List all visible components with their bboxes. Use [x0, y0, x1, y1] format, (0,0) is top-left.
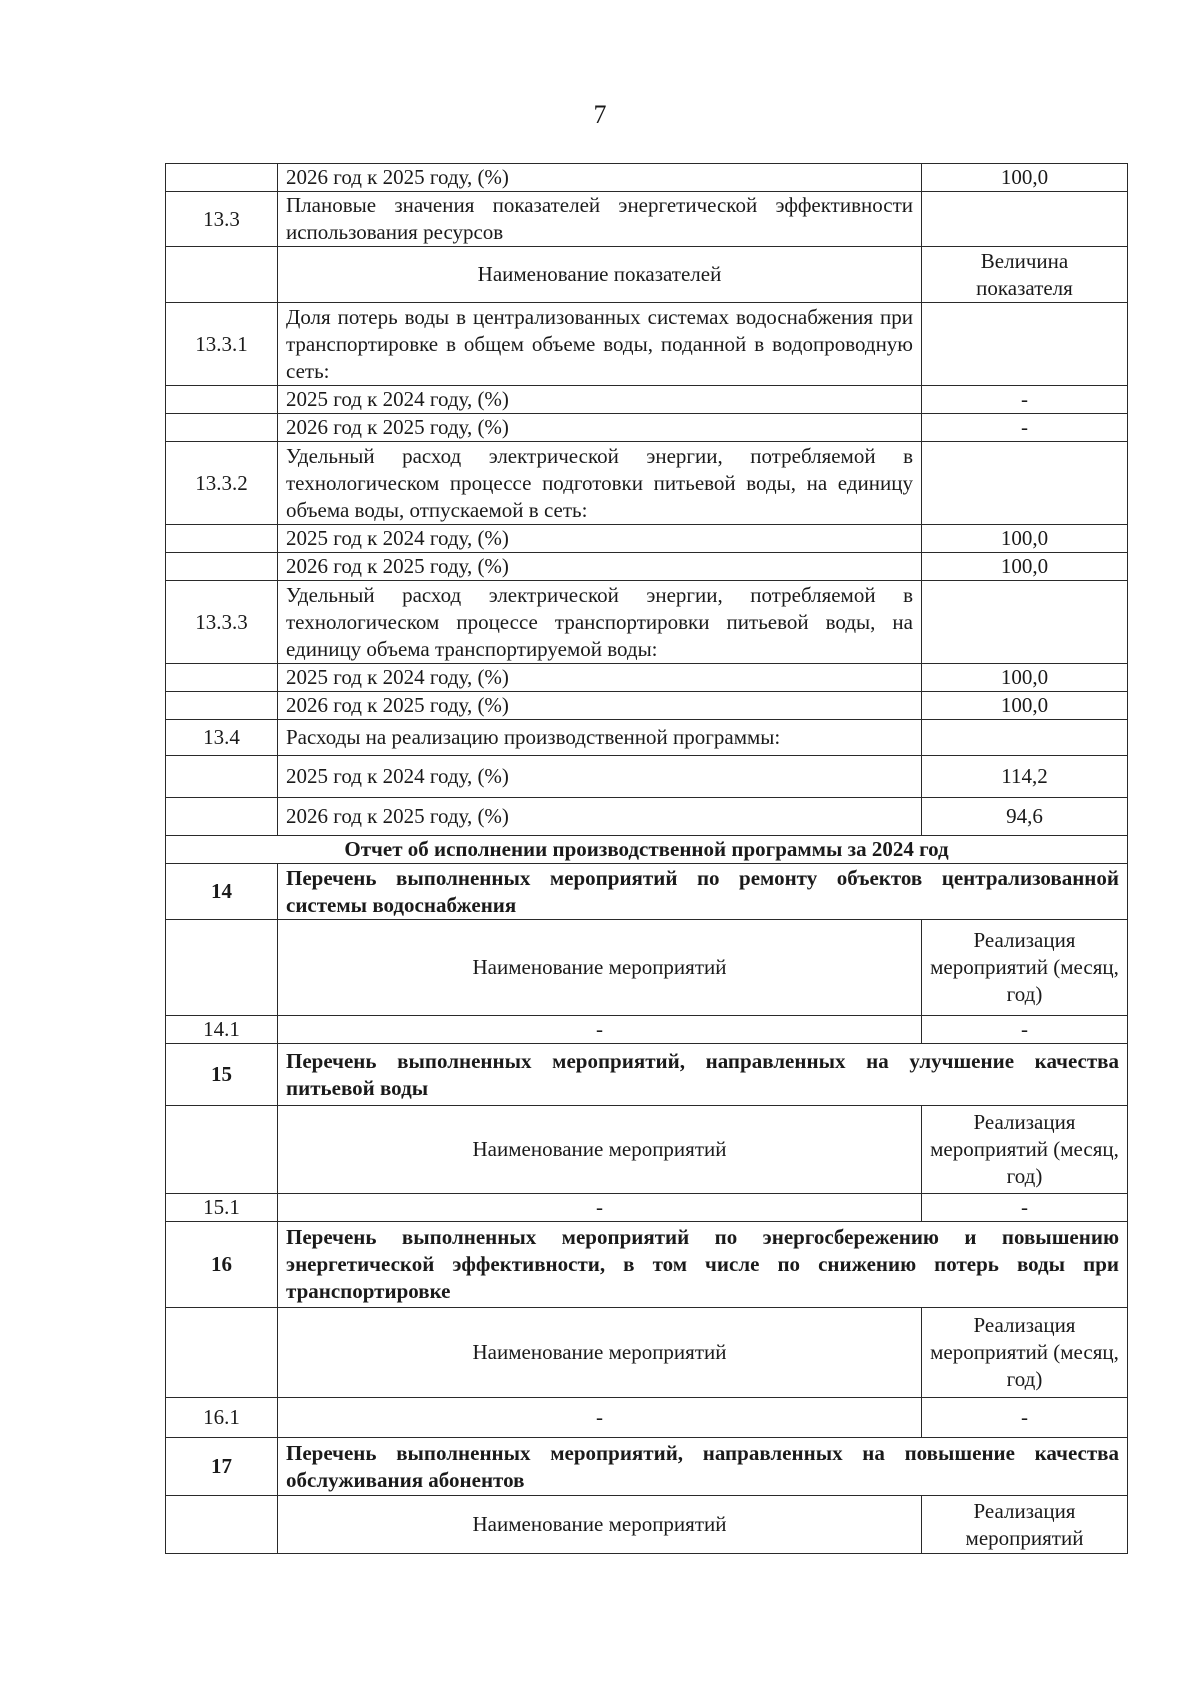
table-header-row: [166, 247, 1128, 303]
section-number: 17: [166, 1438, 278, 1496]
page-number: 7: [593, 100, 607, 129]
section-number: 14: [166, 864, 278, 920]
row-value: -: [922, 1016, 1128, 1044]
row-number: [166, 692, 278, 720]
table-row: [166, 303, 1128, 386]
header-indicator-name: Наименование показателей: [278, 247, 922, 303]
table-row: [166, 553, 1128, 581]
header-activity-realization: Реализация мероприятий (месяц, год): [922, 1106, 1128, 1194]
empty-cell: [166, 1496, 278, 1554]
section-title-row: [166, 864, 1128, 920]
table-row: [166, 192, 1128, 247]
row-number: 13.4: [166, 720, 278, 756]
table-row: [166, 1398, 1128, 1438]
table-row: [166, 756, 1128, 798]
section-title-row: [166, 1222, 1128, 1308]
table-row: [166, 581, 1128, 664]
row-value: -: [922, 386, 1128, 414]
table-row: [166, 720, 1128, 756]
report-title-row: [166, 836, 1128, 864]
row-value: -: [922, 1194, 1128, 1222]
section-title: Перечень выполненных мероприятий, направленных на улучшение качества питьевой воды: [278, 1044, 1128, 1106]
row-text: 2025 год к 2024 году, (%): [278, 756, 922, 798]
section-header-row: [166, 920, 1128, 1016]
row-text: 2026 год к 2025 году, (%): [278, 414, 922, 442]
row-text: 2026 год к 2025 году, (%): [278, 798, 922, 836]
row-text: 2026 год к 2025 году, (%): [278, 553, 922, 581]
table-row: [166, 1194, 1128, 1222]
row-value: 100,0: [922, 664, 1128, 692]
table-row: [166, 692, 1128, 720]
report-title: Отчет об исполнении производственной программы за 2024 год: [166, 836, 1128, 864]
section-header-row: [166, 1106, 1128, 1194]
row-text: -: [278, 1398, 922, 1438]
row-number: [166, 247, 278, 303]
row-text: -: [278, 1016, 922, 1044]
row-text: 2025 год к 2024 году, (%): [278, 386, 922, 414]
section-title: Перечень выполненных мероприятий, направленных на повышение качества обслуживания абонентов: [278, 1438, 1128, 1496]
row-number: 15.1: [166, 1194, 278, 1222]
header-activity-name: Наименование мероприятий: [278, 1106, 922, 1194]
table-row: [166, 442, 1128, 525]
section-header-row: [166, 1308, 1128, 1398]
header-activity-name: Наименование мероприятий: [278, 920, 922, 1016]
row-text: Плановые значения показателей энергетической эффективности использования ресурсов: [278, 192, 922, 247]
header-activity-name: Наименование мероприятий: [278, 1496, 922, 1554]
row-number: [166, 164, 278, 192]
program-table: [165, 163, 1128, 1554]
row-number: [166, 525, 278, 553]
row-value: 100,0: [922, 553, 1128, 581]
header-activity-realization: Реализация мероприятий (месяц, год): [922, 1308, 1128, 1398]
row-number: [166, 798, 278, 836]
row-number: 13.3.3: [166, 581, 278, 664]
row-number: 13.3.2: [166, 442, 278, 525]
header-activity-realization: Реализация мероприятий: [922, 1496, 1128, 1554]
section-number: 16: [166, 1222, 278, 1308]
row-number: [166, 553, 278, 581]
row-number: [166, 756, 278, 798]
table-row: [166, 525, 1128, 553]
row-value: [922, 720, 1128, 756]
empty-cell: [166, 1308, 278, 1398]
empty-cell: [166, 920, 278, 1016]
header-activity-realization: Реализация мероприятий (месяц, год): [922, 920, 1128, 1016]
row-text: 2025 год к 2024 году, (%): [278, 664, 922, 692]
section-header-row: [166, 1496, 1128, 1554]
row-value: -: [922, 1398, 1128, 1438]
header-indicator-value: Величина показателя: [922, 247, 1128, 303]
row-number: 14.1: [166, 1016, 278, 1044]
row-value: 94,6: [922, 798, 1128, 836]
row-text: 2025 год к 2024 году, (%): [278, 525, 922, 553]
row-value: 114,2: [922, 756, 1128, 798]
row-value: -: [922, 414, 1128, 442]
row-value: 100,0: [922, 525, 1128, 553]
row-number: 16.1: [166, 1398, 278, 1438]
row-text: 2026 год к 2025 году, (%): [278, 164, 922, 192]
row-number: 13.3: [166, 192, 278, 247]
row-value: [922, 581, 1128, 664]
row-value: [922, 192, 1128, 247]
table-row: [166, 386, 1128, 414]
section-title-row: [166, 1438, 1128, 1496]
row-text: Доля потерь воды в централизованных системах водоснабжения при транспортировке в общем объеме воды, поданной в водопроводную сеть:: [278, 303, 922, 386]
row-number: [166, 414, 278, 442]
section-title: Перечень выполненных мероприятий по энергосбережению и повышению энергетической эффективности, в том числе по снижению потерь воды при транспортировке: [278, 1222, 1128, 1308]
row-text: Расходы на реализацию производственной программы:: [278, 720, 922, 756]
table-row: [166, 1016, 1128, 1044]
row-number: 13.3.1: [166, 303, 278, 386]
table-row: [166, 664, 1128, 692]
table-row: [166, 164, 1128, 192]
row-number: [166, 664, 278, 692]
row-text: -: [278, 1194, 922, 1222]
row-text: Удельный расход электрической энергии, потребляемой в технологическом процессе транспортировки питьевой воды, на единицу объема транспортируемой воды:: [278, 581, 922, 664]
section-number: 15: [166, 1044, 278, 1106]
empty-cell: [166, 1106, 278, 1194]
row-value: [922, 303, 1128, 386]
row-text: Удельный расход электрической энергии, потребляемой в технологическом процессе подготовки питьевой воды, на единицу объема воды, отпускаемой в сеть:: [278, 442, 922, 525]
section-title-row: [166, 1044, 1128, 1106]
row-value: 100,0: [922, 692, 1128, 720]
row-value: 100,0: [922, 164, 1128, 192]
table-row: [166, 414, 1128, 442]
table-row: [166, 798, 1128, 836]
section-title: Перечень выполненных мероприятий по ремонту объектов централизованной системы водоснабжения: [278, 864, 1128, 920]
header-activity-name: Наименование мероприятий: [278, 1308, 922, 1398]
row-text: 2026 год к 2025 году, (%): [278, 692, 922, 720]
row-value: [922, 442, 1128, 525]
row-number: [166, 386, 278, 414]
